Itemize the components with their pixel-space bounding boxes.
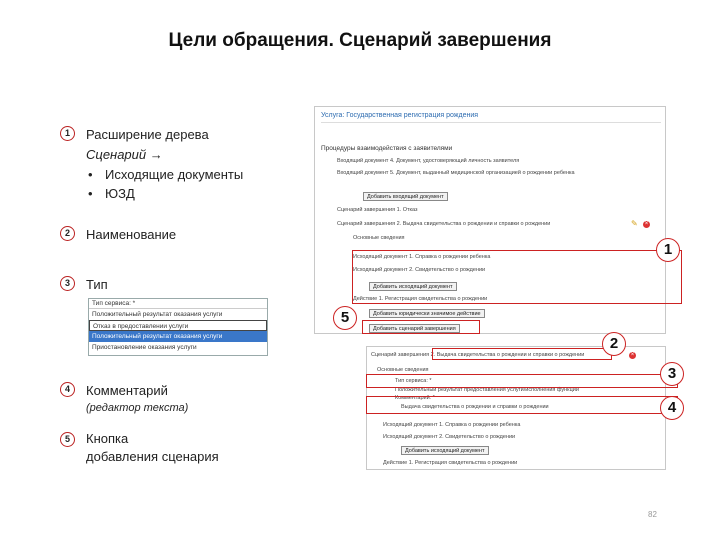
callout-5: 5 [333,306,357,330]
delete-icon[interactable]: × [644,221,649,227]
list-scenario: Сценарий → [86,147,163,162]
list-item-name: Наименование [86,227,177,242]
list-number-4: 4 [60,382,75,397]
highlight-box-button [362,320,480,334]
comment-value[interactable]: Выдача свидетельства о рождении и справки о рождении [401,404,549,410]
list-editor: (редактор текста) [86,402,189,414]
add-legal-action-button[interactable]: Добавить юридически значимое действие [369,309,485,318]
add-outgoing-doc-button[interactable]: Добавить исходящий документ [401,446,489,455]
dropdown-header: Тип сервиса: * [89,299,267,309]
list-number-5: 5 [60,432,75,447]
delete-icon[interactable]: × [630,352,635,358]
callout-3: 3 [660,362,684,386]
list-item-comment: Комментарий [86,383,168,398]
type-value[interactable]: Положительный результат предоставления услуги/исполнения функции [395,387,579,393]
dropdown-option[interactable]: Отказ в предоставлении услуги [89,320,267,331]
action-1[interactable]: Действие 1. Регистрация свидетельства о рождении [353,296,488,302]
list-item-button: Кнопка [86,431,129,446]
outgoing-doc-2[interactable]: Исходящий документ 2. Свидетельство о рождении [383,434,516,440]
basic-info-link[interactable]: Основные сведения [353,235,405,241]
highlight-box-name [432,348,612,360]
outgoing-doc-1[interactable]: Исходящий документ 1. Справка о рождении ребенка [383,422,521,428]
list-number-3: 3 [60,276,75,291]
callout-1: 1 [656,238,680,262]
type-dropdown-preview [88,298,268,356]
callout-2: 2 [602,332,626,356]
scenario-2-title[interactable]: Сценарий завершения 2. Выдача свидетельства о рождении и справки о рождении [371,352,585,358]
dropdown-option[interactable]: Приостановление оказания услуги [92,344,197,351]
highlight-box-type [366,374,678,388]
dropdown-option[interactable]: Положительный результат оказания услуги [92,311,223,318]
add-outgoing-doc-button[interactable]: Добавить исходящий документ [369,282,457,291]
incoming-doc-5[interactable]: Входящий документ 5. Документ, выданный медицинской организацией о рождении ребенка [337,170,575,176]
list-number-1: 1 [60,126,75,141]
slide-number: 82 [648,510,657,519]
dropdown-option-selected[interactable]: Положительный результат оказания услуги [89,331,267,342]
list-item-expand-tree: Расширение дерева [86,127,209,142]
comment-label: Комментарий: * [395,395,435,401]
slide-title: Цели обращения. Сценарий завершения [168,30,552,51]
list-bullet-yuzd: • ЮЗД [105,185,135,202]
list-button-line2: добавления сценария [86,449,219,464]
procedures-heading: Процедуры взаимодействия с заявителями [321,145,453,152]
type-label: Тип сервиса: * [395,378,432,384]
outgoing-doc-2[interactable]: Исходящий документ 2. Свидетельство о рождении [353,267,486,273]
add-scenario-button[interactable]: Добавить сценарий завершения [369,324,460,333]
callout-4: 4 [660,396,684,420]
add-incoming-doc-button[interactable]: Добавить входящий документ [363,192,448,201]
list-number-2: 2 [60,226,75,241]
incoming-doc-4[interactable]: Входящий документ 4. Документ, удостоверяющий личность заявителя [337,158,520,164]
scenario-1[interactable]: Сценарий завершения 1. Отказ [337,207,418,213]
scenario-2[interactable]: Сценарий завершения 2. Выдача свидетельства о рождении и справки о рождении [337,221,551,227]
outgoing-doc-1[interactable]: Исходящий документ 1. Справка о рождении ребенка [353,254,491,260]
highlight-box-tree [352,250,682,304]
list-item-type: Тип [86,277,108,292]
action-1[interactable]: Действие 1. Регистрация свидетельства о рождении [383,460,518,466]
highlight-box-comment [366,396,678,414]
service-title: Услуга: Государственная регистрация рождения [321,112,479,119]
list-bullet-outgoing-docs: • Исходящие документы [105,166,243,183]
basic-info-link[interactable]: Основные сведения [377,367,429,373]
divider [321,122,661,123]
edit-icon[interactable]: ✎ [631,219,638,228]
